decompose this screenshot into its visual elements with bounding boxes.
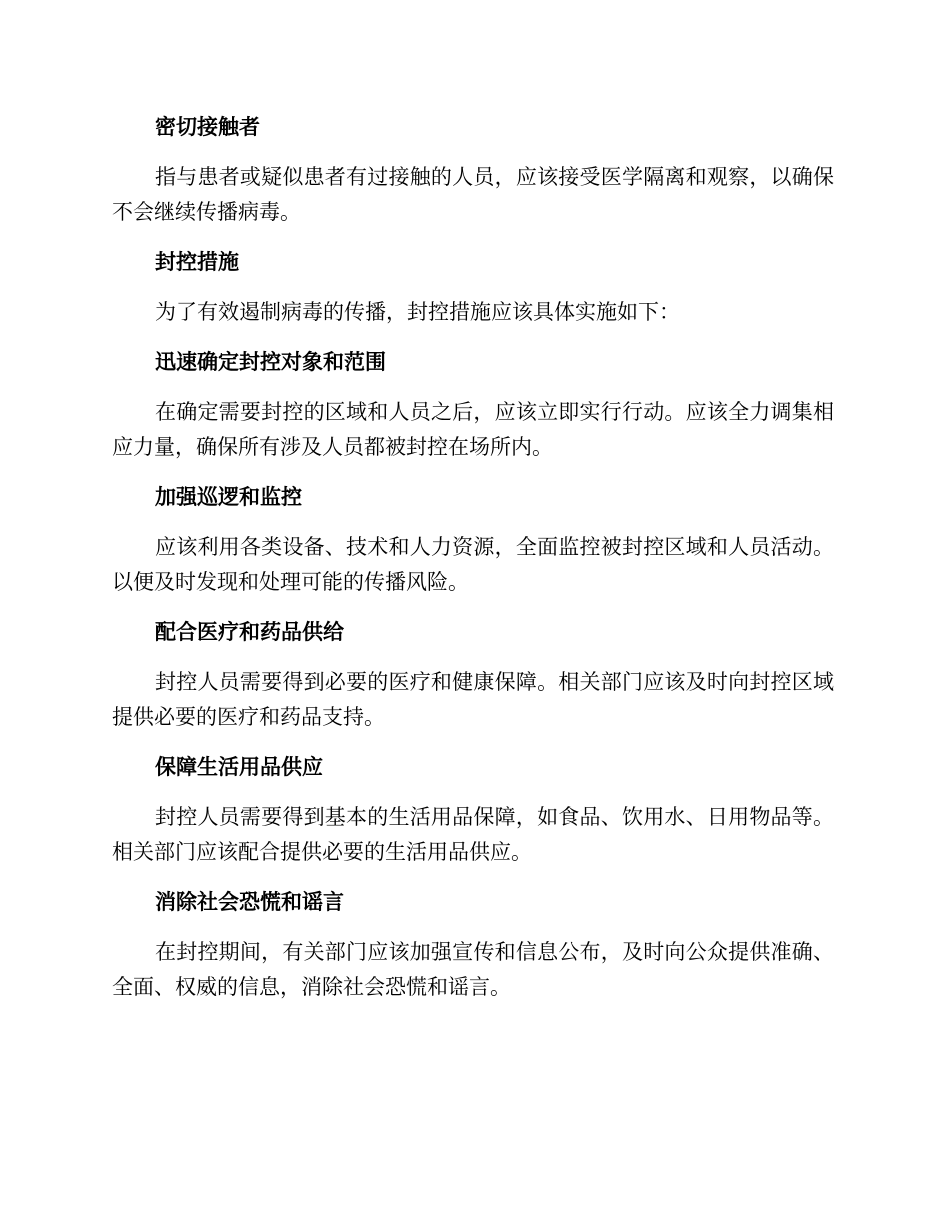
section-heading: 保障生活用品供应 xyxy=(155,755,323,779)
section-heading: 消除社会恐慌和谣言 xyxy=(155,890,344,914)
section-patrol-monitoring xyxy=(112,480,834,600)
section-lockdown-measures xyxy=(112,245,834,330)
section-eliminate-panic xyxy=(112,885,834,1005)
section-close-contacts xyxy=(112,110,834,230)
section-paragraph: 封控人员需要得到必要的医疗和健康保障。相关部门应该及时向封控区域提供必要的医疗和药品支持。 xyxy=(112,670,834,729)
section-paragraph: 为了有效遏制病毒的传播，封控措施应该具体实施如下： xyxy=(155,300,680,324)
section-heading: 密切接触者 xyxy=(155,115,260,139)
section-paragraph: 在确定需要封控的区域和人员之后，应该立即实行行动。应该全力调集相应力量，确保所有涉及人员都被封控在场所内。 xyxy=(112,400,834,459)
section-paragraph: 应该利用各类设备、技术和人力资源，全面监控被封控区域和人员活动。以便及时发现和处理可能的传播风险。 xyxy=(112,535,834,594)
section-paragraph: 在封控期间，有关部门应该加强宣传和信息公布，及时向公众提供准确、全面、权威的信息，消除社会恐慌和谣言。 xyxy=(112,940,834,999)
section-heading: 封控措施 xyxy=(155,250,239,274)
section-heading: 迅速确定封控对象和范围 xyxy=(155,350,386,374)
section-medical-supply xyxy=(112,615,834,735)
section-determine-scope xyxy=(112,345,834,465)
section-heading: 配合医疗和药品供给 xyxy=(155,620,344,644)
document-page xyxy=(112,110,834,1020)
section-heading: 加强巡逻和监控 xyxy=(155,485,302,509)
section-paragraph: 指与患者或疑似患者有过接触的人员，应该接受医学隔离和观察，以确保不会继续传播病毒。 xyxy=(112,165,834,224)
section-living-supplies xyxy=(112,750,834,870)
section-paragraph: 封控人员需要得到基本的生活用品保障，如食品、饮用水、日用物品等。相关部门应该配合提供必要的生活用品供应。 xyxy=(112,805,834,864)
